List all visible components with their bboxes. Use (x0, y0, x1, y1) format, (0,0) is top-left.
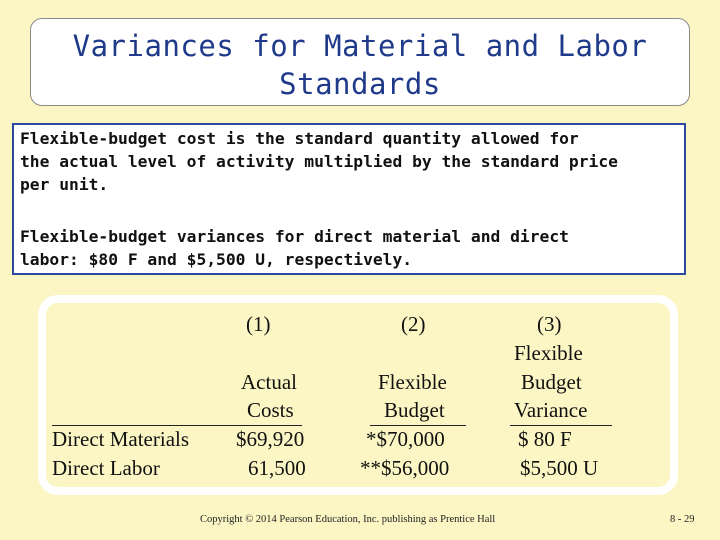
info-line-4: Flexible-budget variances for direct material and direct (20, 227, 569, 246)
col3-header-line1: Flexible (514, 341, 583, 365)
info-line-5: labor: $80 F and $5,500 U, respectively. (20, 250, 413, 269)
col2-number: (2) (401, 312, 426, 336)
col3-number: (3) (537, 312, 562, 336)
col1-number: (1) (246, 312, 271, 336)
title-box (30, 18, 690, 106)
col2-header-line2: Budget (384, 398, 445, 422)
info-line-1: Flexible-budget cost is the standard quantity allowed for (20, 129, 579, 148)
header-rule-col3 (510, 425, 612, 426)
header-rule-col1 (52, 425, 302, 426)
row-materials-flexible: *$70,000 (366, 427, 445, 451)
col3-header-line2: Budget (521, 370, 582, 394)
header-rule-col2 (370, 425, 466, 426)
col2-header-line1: Flexible (378, 370, 447, 394)
row-label-labor: Direct Labor (52, 456, 160, 480)
row-label-materials: Direct Materials (52, 427, 190, 451)
slide-title-line-1: Variances for Material and Labor (72, 29, 648, 63)
info-line-3: per unit. (20, 175, 109, 194)
info-box (12, 123, 686, 275)
col1-header-line1: Actual (241, 370, 297, 394)
row-materials-actual: $69,920 (236, 427, 305, 451)
copyright-footer: Copyright © 2014 Pearson Education, Inc. publishing as Prentice Hall (200, 514, 496, 525)
col1-header-line2: Costs (247, 398, 294, 422)
row-labor-variance: $5,500 U (520, 456, 599, 480)
info-line-2: the actual level of activity multiplied by the standard price (20, 152, 618, 171)
row-labor-flexible: **$56,000 (360, 456, 450, 480)
row-materials-variance: $ 80 F (518, 427, 572, 451)
slide-title-line-2: Standards (279, 67, 441, 101)
row-labor-actual: 61,500 (248, 456, 306, 480)
col3-header-line3: Variance (514, 398, 588, 422)
page-number: 8 - 29 (670, 514, 695, 525)
